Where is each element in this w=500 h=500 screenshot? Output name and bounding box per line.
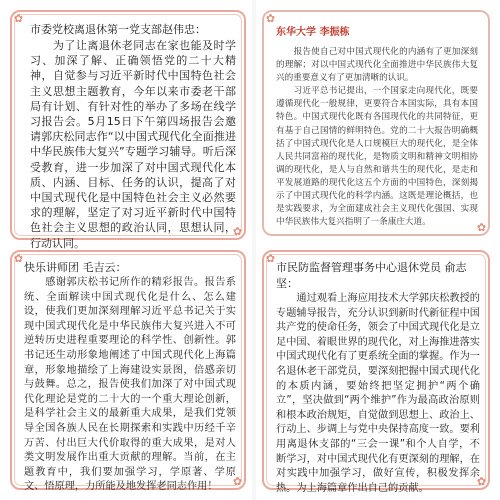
corner-flower-icon: ✿: [476, 475, 487, 488]
commenter-title: 市民防监督管理事务中心退休党员 俞志坚：: [276, 261, 467, 290]
comment-body: 报告使自己对中国式现代化的内涵有了更加深刻的理解；对以中国式现代化全面推进中华民族伟大复兴的重要意义有了更加清晰的认识。 习近平总书记提出，一个国家走向现代化，既要遵循现代化一般规律，更要符合本国实际，具有本国特色。中国式现代化既有各国现代化的共同特征，更有基于自己国情的鲜明特色。党的二十大报告明确概括了中国式现代化是人口规模巨大的现代化，是全体人民共同富裕的现代化，是物质文明和精神文明相协调的现代化，是人与自然和谐共生的现代化，是走和平发展道路的现代化这五个方面的中国特色，深刻揭示了中国式现代化的科学内涵。这既是理论概括，也是实践要求，为全面建成社会主义现代化强国、实现中华民族伟大复兴指明了一条康庄大道。: [276, 47, 478, 228]
comment-card-top-right: [262, 10, 490, 236]
comment-body: 为了让离退休老同志在家也能及时学习、加深了解、正确领悟党的二十大精神，自觉参与习近平新时代中国特色社会主义思想主题教育，今年以来市委老干部局有计划、有针对性的举办了多场在线学习报告会。5月15日下午第四场报告会邀请郭庆松同志作“以中国式现代化全面推进中华民族伟大复兴”专题学习辅导。听后深受教育，进一步加深了对中国式现代化本质、内涵、目标、任务的认识，提高了对中国式现代化是中国特色社会主义必然要求的理解，坚定了对习近平新时代中国特色社会主义思想的政治认同，思想认同，行动认同。: [30, 39, 236, 250]
comment-body: 通过观看上海应用技术大学郭庆松教授的专题辅导报告，充分认识到新时代新征程中国共产党的使命任务，领会了中国式现代化是立足中国、着眼世界的现代化，对上海推进落实中国式现代化有了更系统全面的掌握。作为一名退休老干部党员，要深刻把握中国式现代化的本质内涵，要始终把坚定拥护“两个确立”，坚决做到“两个维护”作为最高政治原则和根本政治规矩，自觉做到思想上、政治上、行动上、步调上与党中央保持高度一致。要利用离退休支部的“三会一课”和个人自学，不断学习，对中国式现代化有更深刻的理解，在对实践中加强学习，做好宣传，积极发挥余热。为上海篇章作出自己的贡献。: [276, 293, 480, 494]
commenter-tag: 东华大学 李振栋: [276, 27, 350, 38]
corner-flower-icon: ✿: [265, 252, 276, 265]
corner-flower-icon: ✿: [232, 475, 243, 488]
comment-card-top-left: [10, 10, 246, 250]
panel-gutter: [252, 0, 256, 500]
comment-card-bottom-left: [10, 250, 246, 493]
corner-flower-icon: ✿: [265, 12, 276, 25]
corner-flower-icon: ✿: [13, 252, 24, 265]
commenter-title: 市委党校离退休第一党支部赵伟忠：: [30, 23, 206, 36]
comment-card-bottom-right: [262, 250, 490, 494]
corner-flower-icon: ✿: [232, 225, 243, 238]
corner-flower-icon: ✿: [476, 221, 487, 234]
corner-flower-icon: ✿: [13, 12, 24, 25]
comment-body: 感谢郭庆松书记所作的精彩报告。报告系统、全面解读中国式现代化是什么、怎么建设，使我们更加深刻理解习近平总书记关于实现中国式现代化是中华民族伟大复兴进入不可逆转历史进程重要理论的科学性、创新性。郭书记还生动形象地阐述了中国式现代化上海篇章，形象地描绘了上海建设实景图，倍感亲切与鼓舞。总之，报告使我们加深了对中国式现代化理论是党的二十大的一个重大理论创新，是科学社会主义的最新重大成果，是我们党领导全国各族人民在长期探索和实践中历经千辛万苦、付出巨大代价取得的重大成果，是对人类文明发展作出重大贡献的理解。当前，在主题教育中，我们要加强学习，学原著、学原文、悟原理，力所能及地发挥老同志作用！: [24, 277, 236, 493]
commenter-title: 快乐讲师团 毛吉云：: [24, 261, 127, 274]
